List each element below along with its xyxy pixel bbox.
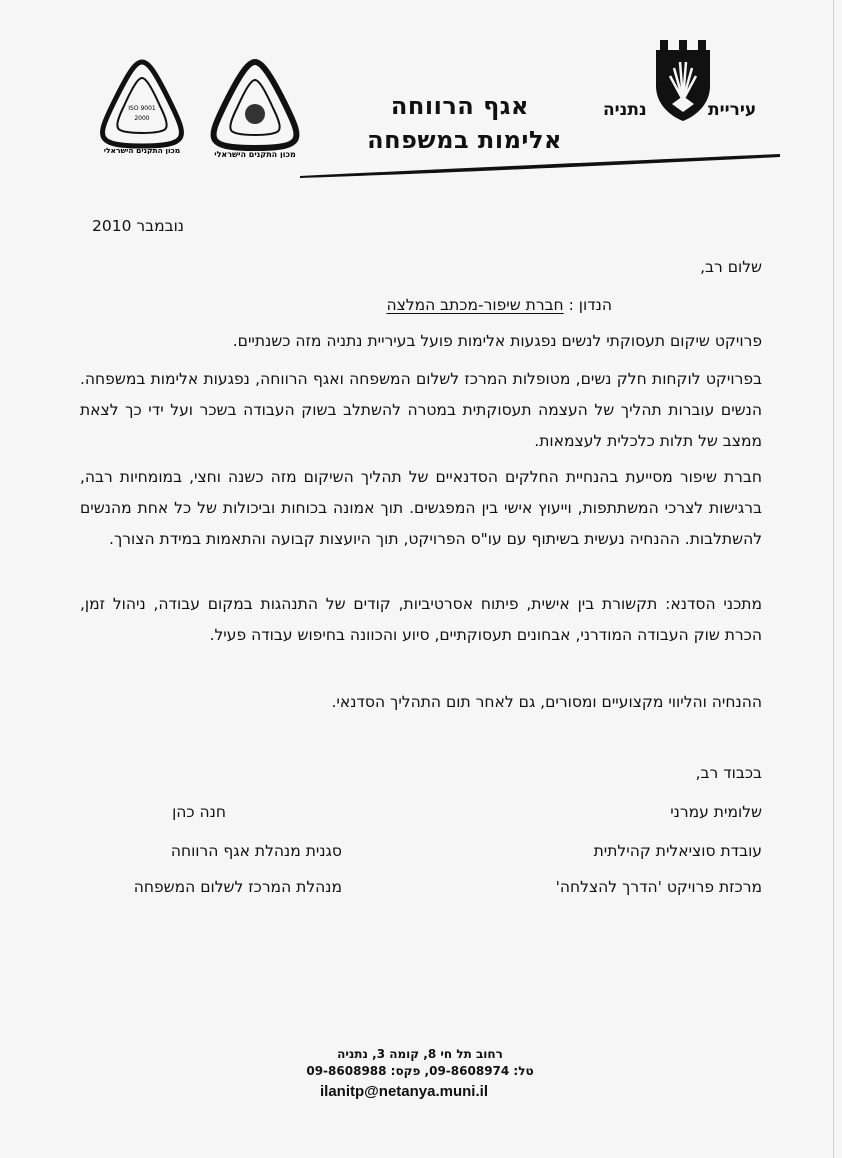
svg-text:מכון התקנים הישראלי: מכון התקנים הישראלי [214, 150, 296, 158]
paragraph-2: בפרויקט לוקחות חלק נשים, מטופלות המרכז לשלום המשפחה ואגף הרווחה, נפגעות אלימות במשפחה. הנשים עוברות תהליך של העצמה תעסוקתית במטרה להשתלב בשוק העבודה בשכר ועל ידי כך לצאת ממצב של תלות כלכלית לעצמאות. [80, 370, 762, 450]
signer-right-role: מרכזת פרויקט 'הדרך להצלחה' [555, 878, 762, 896]
greeting: שלום רב, [700, 258, 762, 276]
city-name-municipality: עיריית [708, 100, 757, 120]
footer-email[interactable]: ilanitp@netanya.muni.il [320, 1083, 488, 1100]
scan-edge-line [833, 0, 834, 1158]
paragraph-5: ההנחיה והליווי מקצועיים ומסורים, גם לאחר תום התהליך הסדנאי. [331, 693, 762, 711]
paragraph-4: מתכני הסדנא: תקשורת בין אישית, פיתוח אסרטיביות, קודים של התנהגות במקום עבודה, ניהול זמן, הכרת שוק העבודה המודרני, אבחונים תעסוקתיים, סיוע והכוונה בחיפוש עבודה פעיל. [80, 595, 762, 644]
signer-right-name: שלומית עמרני [670, 803, 762, 821]
department-title: אגף הרווחה [390, 92, 529, 120]
closing: בכבוד רב, [695, 764, 762, 782]
svg-text:ISO 9001: ISO 9001 [128, 105, 156, 112]
netanya-city-emblem [652, 40, 714, 122]
signer-left-name: חנה כהן [172, 803, 226, 821]
subject-text: חברת שיפור-מכתב המלצה [386, 296, 564, 314]
letter-date: נובמבר 2010 [92, 217, 185, 235]
subject-line [386, 296, 612, 314]
svg-text:מכון התקנים הישראלי: מכון התקנים הישראלי [103, 146, 181, 154]
footer-address: רחוב תל חי 8, קומה 3, נתניה [337, 1047, 503, 1061]
signer-left-title: סגנית מנהלת אגף הרווחה [170, 842, 342, 860]
standards-institute-seal-quality [205, 58, 305, 158]
city-name-netanya: נתניה [603, 100, 647, 120]
paragraph-3: חברת שיפור מסייעת בהנחיית החלקים הסדנאיים של תהליך השיקום מזה כשנה וחצי, במומחיות רבה, ברגישות לצרכי המשתתפות, וייעוץ אישי בין המפגשים. תוך אמונה בכוחות וביכולות של כל אחת מהנשים להשתלבות. ההנחיה נעשית בשיתוף עם עו"ס הפרויקט, תוך היועצות קבועה והתאמות במידת הצורך. [80, 468, 762, 548]
standards-institute-seal-iso [96, 58, 188, 154]
paragraph-1: פרויקט שיקום תעסוקתי לנשים נפגעות אלימות פועל בעיריית נתניה מזה כשנתיים. [232, 332, 762, 350]
header-swoosh-line [300, 150, 780, 180]
footer-phone-fax: טל: 09-8608974, פקס: 09-8608988 [306, 1064, 534, 1078]
signer-right-title: עובדת סוציאלית קהילתית [593, 842, 762, 860]
subject-label: הנדון : [568, 296, 612, 314]
svg-text:2000: 2000 [134, 115, 150, 122]
signer-left-role: מנהלת המרכז לשלום המשפחה [133, 878, 342, 896]
department-subtitle: אלימות במשפחה [367, 126, 562, 154]
